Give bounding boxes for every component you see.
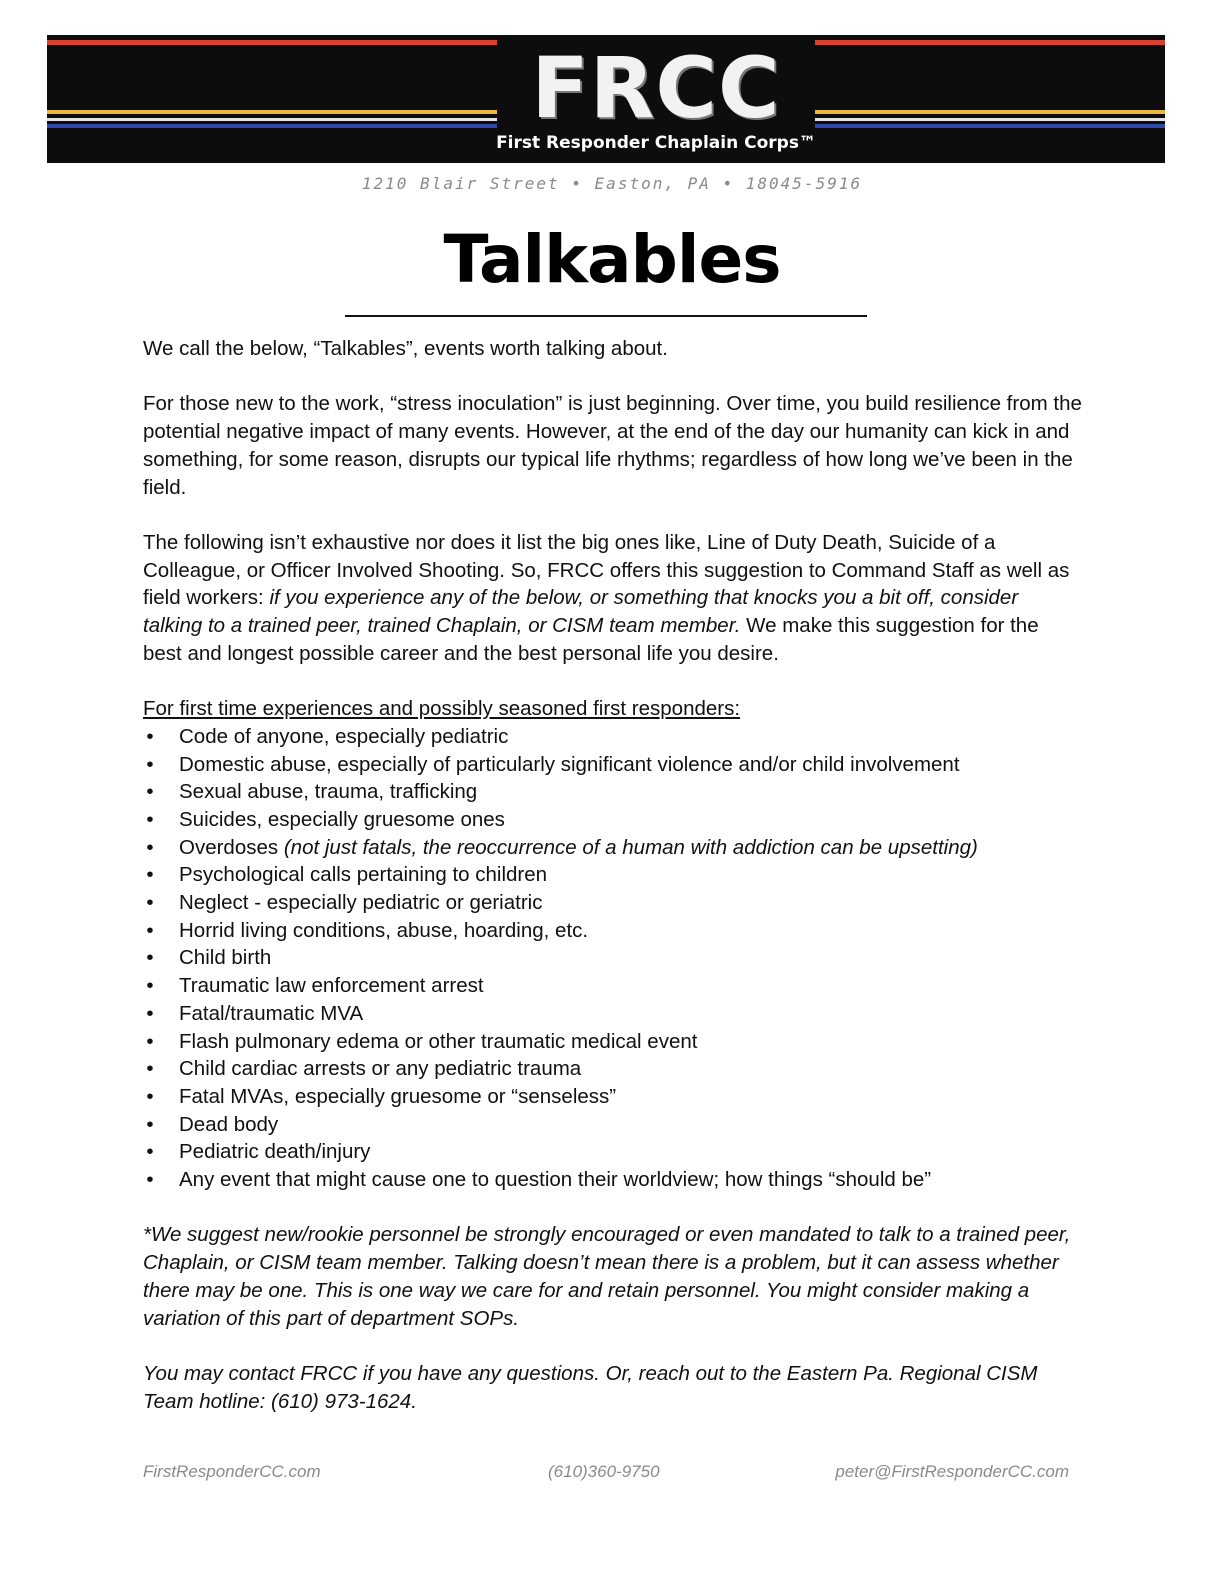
bullet-icon: • — [146, 724, 154, 748]
list-item: • Traumatic law enforcement arrest — [143, 972, 1083, 1000]
list-item: • Domestic abuse, especially of particularly significant violence and/or child involvement — [143, 751, 1083, 779]
list-item: • Child birth — [143, 944, 1083, 972]
bullet-icon: • — [146, 1084, 154, 1108]
document-body — [143, 335, 1083, 1443]
talkables-list — [143, 723, 1083, 1194]
list-item: • Fatal MVAs, especially gruesome or “senseless” — [143, 1083, 1083, 1111]
contact-note: You may contact FRCC if you have any questions. Or, reach out to the Eastern Pa. Regional CISM Team hotline: (610) 973-1624. — [143, 1361, 1038, 1413]
bullet-icon: • — [146, 863, 154, 887]
bullet-icon: • — [146, 1168, 154, 1192]
bullet-icon: • — [146, 752, 154, 776]
footer-phone[interactable]: (610)360-9750 — [548, 1462, 660, 1481]
logo-subtitle: First Responder Chaplain Corps™ — [496, 133, 816, 153]
list-item: • Child cardiac arrests or any pediatric trauma — [143, 1055, 1083, 1083]
bullet-icon: • — [146, 891, 154, 915]
list-item: • Code of anyone, especially pediatric — [143, 723, 1083, 751]
page-title: Talkables — [443, 221, 781, 298]
logo — [497, 35, 815, 163]
list-item: • Psychological calls pertaining to children — [143, 861, 1083, 889]
suggestion-text-start: The following isn’t exhaustive nor does it list the big ones like, Line of Duty Death, Suicide of a Colleague, or Officer Involved Shooting. So, FRCC offers this suggestion to Command Staff as well as field workers: — [143, 530, 1070, 610]
list-item: • Neglect - especially pediatric or geriatric — [143, 889, 1083, 917]
bullet-icon: • — [146, 780, 154, 804]
overdose-note: (not just fatals, the reoccurrence of a human with addiction can be upsetting) — [283, 835, 978, 859]
footer-website[interactable]: FirstResponderCC.com — [143, 1462, 321, 1481]
bullet-icon: • — [146, 807, 154, 831]
stress-inoculation-paragraph: For those new to the work, “stress inoculation” is just beginning. Over time, you build resilience from the potential negative impact of many events. However, at the end of the day our humanity can kick in and something, for some reason, disrupts our typical life rhythms; regardless of how long we’ve been in the field. — [143, 392, 1082, 499]
list-item: • Pediatric death/injury — [143, 1138, 1083, 1166]
suggestion-text-end: We make this suggestion for the best and longest possible career and the best personal life you desire. — [143, 614, 1039, 665]
bullet-icon: • — [146, 974, 154, 998]
title-underline — [345, 315, 867, 317]
bullet-icon: • — [146, 918, 154, 942]
rookie-note: *We suggest new/rookie personnel be strongly encouraged or even mandated to talk to a trained peer, Chaplain, or CISM team member. Talking doesn’t mean there is a problem, but it can assess whether there may be one. This is one way we care for and retain personnel. You might consider making a variation of this part of department SOPs. — [143, 1223, 1071, 1330]
bullet-icon: • — [146, 1112, 154, 1136]
footer-email[interactable]: peter@FirstResponderCC.com — [835, 1462, 1069, 1481]
logo-text: FRCC — [531, 39, 781, 137]
bullet-icon: • — [146, 1057, 154, 1081]
list-item: • Horrid living conditions, abuse, hoarding, etc. — [143, 917, 1083, 945]
list-item: • Overdoses (not just fatals, the reoccurrence of a human with addiction can be upsetting) — [143, 834, 1083, 862]
list-item: • Sexual abuse, trauma, trafficking — [143, 778, 1083, 806]
bullet-icon: • — [146, 1001, 154, 1025]
list-item: • Any event that might cause one to question their worldview; how things “should be” — [143, 1166, 1083, 1194]
list-item: • Suicides, especially gruesome ones — [143, 806, 1083, 834]
bullet-icon: • — [146, 1140, 154, 1164]
intro-paragraph: We call the below, “Talkables”, events worth talking about. — [143, 337, 668, 360]
address: 1210 Blair Street • Easton, PA • 18045-5916 — [361, 174, 863, 193]
bullet-icon: • — [146, 835, 154, 859]
bullet-icon: • — [146, 1029, 154, 1053]
list-heading: For first time experiences and possibly seasoned first responders: — [143, 697, 741, 721]
list-item: • Fatal/traumatic MVA — [143, 1000, 1083, 1028]
list-item: • Dead body — [143, 1111, 1083, 1139]
bullet-icon: • — [146, 946, 154, 970]
list-item: • Flash pulmonary edema or other traumatic medical event — [143, 1028, 1083, 1056]
suggestion-italic: if you experience any of the below, or something that knocks you a bit off, consider talking to a trained peer, trained Chaplain, or CISM team member. — [143, 586, 1019, 637]
suggestion-paragraph — [143, 529, 1083, 668]
header-banner — [47, 35, 1165, 163]
